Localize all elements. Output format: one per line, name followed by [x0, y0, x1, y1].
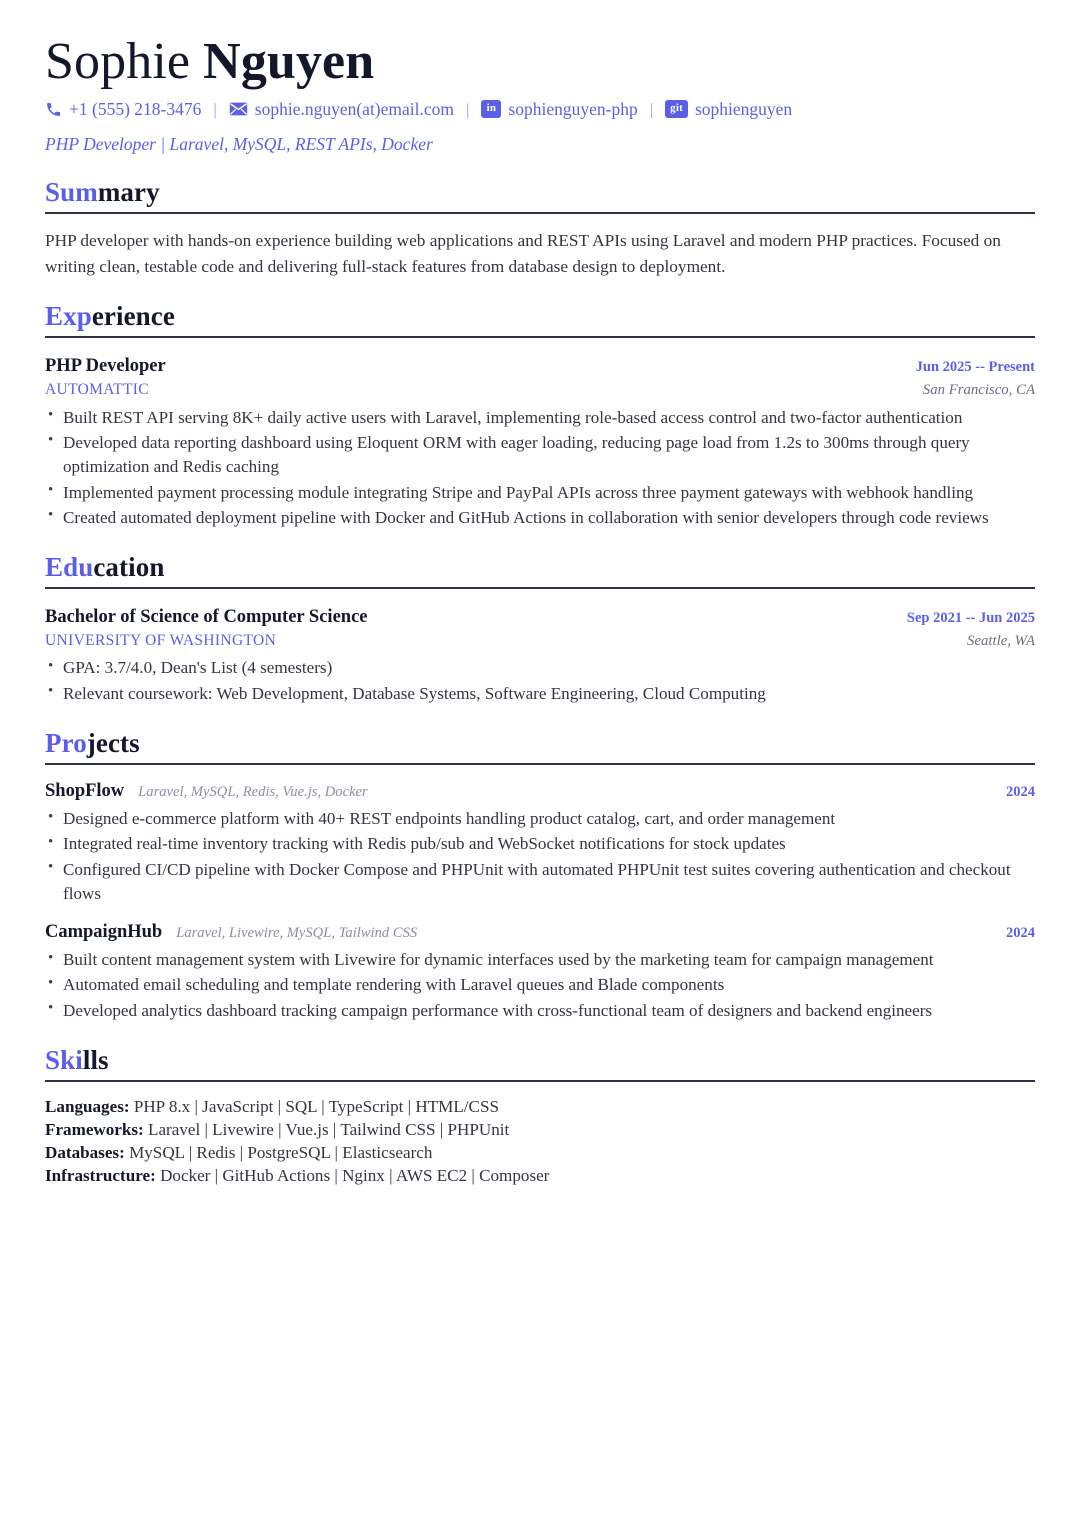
skill-category: Frameworks:: [45, 1119, 144, 1139]
resume-header: [45, 34, 1035, 155]
list-item: • Created automated deployment pipeline with Docker and GitHub Actions in collaboration with senior developers through code reviews: [45, 506, 1035, 530]
skill-category: Infrastructure:: [45, 1165, 156, 1185]
skill-category: Languages:: [45, 1096, 130, 1116]
job-location: San Francisco, CA: [922, 382, 1035, 399]
skill-category: Databases:: [45, 1142, 125, 1162]
contact-phone[interactable]: [45, 96, 201, 122]
list-item: • Designed e-commerce platform with 40+ REST endpoints handling product catalog, cart, and order management: [45, 807, 1035, 831]
section-title-rest: jects: [86, 727, 140, 758]
section-summary: [45, 177, 1035, 279]
list-item: • Relevant coursework: Web Development, Database Systems, Software Engineering, Cloud Computing: [45, 682, 1035, 706]
list-item: • GPA: 3.7/4.0, Dean's List (4 semesters): [45, 656, 1035, 680]
contact-separator: |: [466, 99, 470, 119]
education-bullets: [45, 656, 1035, 706]
section-title-projects: [45, 728, 1035, 759]
section-rule: [45, 212, 1035, 214]
list-item: • Integrated real-time inventory tracking with Redis pub/sub and WebSocket notifications for stock updates: [45, 832, 1035, 856]
section-experience: [45, 301, 1035, 530]
project-entry: [45, 781, 1035, 906]
github-icon: git: [665, 100, 688, 118]
list-item: • Developed data reporting dashboard using Eloquent ORM with eager loading, reducing page load from 1.2s to 300ms through query optimization and Redis caching: [45, 431, 1035, 480]
project-header: [45, 781, 1035, 802]
last-name: Nguyen: [203, 33, 375, 90]
linkedin-icon: in: [481, 100, 501, 118]
section-title-highlight: Sum: [45, 177, 98, 208]
first-name: Sophie: [45, 33, 191, 90]
skill-row-databases: [45, 1142, 1035, 1165]
contact-phone-text: +1 (555) 218-3476: [69, 99, 202, 120]
skill-values: Docker | GitHub Actions | Nginx | AWS EC2 | Composer: [160, 1165, 550, 1185]
skill-row-infrastructure: [45, 1165, 1035, 1188]
degree-date: Sep 2021 -- Jun 2025: [906, 610, 1035, 627]
education-entry-header: [45, 606, 1035, 629]
page-title: [45, 34, 1035, 90]
skills-list: [45, 1096, 1035, 1188]
project-bullets: [45, 807, 1035, 906]
contact-separator: |: [213, 99, 217, 119]
section-title-rest: mary: [97, 177, 160, 208]
school-name: UNIVERSITY OF WASHINGTON: [45, 632, 277, 650]
skill-row-languages: [45, 1096, 1035, 1119]
degree-title: Bachelor of Science of Computer Science: [45, 607, 368, 628]
section-title-highlight: Edu: [45, 552, 94, 583]
summary-text: PHP developer with hands-on experience building web applications and REST APIs using Laravel and modern PHP practices. Focused on writing clean, testable code and delivering full-stack features from database design to deployment.: [45, 231, 1001, 276]
job-company: AUTOMATTIC: [45, 381, 149, 399]
section-skills: [45, 1045, 1035, 1188]
list-item: • Built REST API serving 8K+ daily active users with Laravel, implementing role-based access control and two-factor authentication: [45, 406, 1035, 430]
project-entry: [45, 922, 1035, 1023]
job-title: PHP Developer: [45, 356, 166, 377]
skill-values: PHP 8.x | JavaScript | SQL | TypeScript | HTML/CSS: [133, 1096, 499, 1116]
project-stack: Laravel, Livewire, MySQL, Tailwind CSS: [176, 925, 418, 942]
contact-email[interactable]: [229, 96, 454, 122]
section-rule: [45, 763, 1035, 765]
section-rule: [45, 1080, 1035, 1082]
section-title-skills: [45, 1045, 1035, 1076]
contact-email-text: sophie.nguyen(at)email.com: [254, 99, 455, 120]
project-header-left: [45, 781, 368, 802]
experience-entry-header: [45, 355, 1035, 378]
section-title-summary: [45, 177, 1035, 208]
section-title-rest: erience: [91, 301, 175, 332]
project-header-left: [45, 922, 417, 943]
experience-entry-subheader: [45, 378, 1035, 400]
section-title-rest: lls: [82, 1044, 109, 1075]
envelope-icon: [229, 102, 248, 116]
education-entry-subheader: [45, 629, 1035, 651]
section-title-highlight: Ski: [45, 1044, 83, 1075]
experience-entry: [45, 355, 1035, 530]
list-item: • Built content management system with Livewire for dynamic interfaces used by the marketing team for campaign management: [45, 948, 1035, 972]
list-item: • Automated email scheduling and template rendering with Laravel queues and Blade components: [45, 973, 1035, 997]
contact-line: [45, 96, 1035, 122]
project-name: CampaignHub: [45, 922, 163, 943]
job-date: Jun 2025 -- Present: [915, 359, 1035, 376]
section-title-highlight: Exp: [45, 301, 92, 332]
project-stack: Laravel, MySQL, Redis, Vue.js, Docker: [138, 784, 368, 801]
section-rule: [45, 587, 1035, 589]
list-item: • Configured CI/CD pipeline with Docker Compose and PHPUnit with automated PHPUnit test suites covering authentication and checkout flows: [45, 858, 1035, 907]
section-title-rest: cation: [93, 552, 165, 583]
project-header: [45, 922, 1035, 943]
project-bullets: [45, 948, 1035, 1023]
project-year: 2024: [1006, 784, 1035, 801]
section-title-education: [45, 552, 1035, 583]
contact-github-text: sophienguyen: [694, 99, 793, 120]
skill-values: MySQL | Redis | PostgreSQL | Elasticsearch: [129, 1142, 433, 1162]
school-location: Seattle, WA: [967, 633, 1035, 650]
skill-values: Laravel | Livewire | Vue.js | Tailwind CSS | PHPUnit: [148, 1119, 510, 1139]
contact-separator: |: [649, 99, 654, 119]
phone-icon: [45, 101, 62, 118]
section-title-highlight: Pro: [45, 727, 87, 758]
contact-github[interactable]: [665, 96, 792, 122]
tagline: PHP Developer | Laravel, MySQL, REST APIs, Docker: [45, 134, 433, 155]
section-education: [45, 552, 1035, 706]
project-year: 2024: [1006, 925, 1035, 942]
education-entry: [45, 606, 1035, 706]
section-title-experience: [45, 301, 1035, 332]
skill-row-frameworks: [45, 1119, 1035, 1142]
job-bullets: [45, 406, 1035, 530]
list-item: • Developed analytics dashboard tracking campaign performance with cross-functional team of designers and backend engineers: [45, 999, 1035, 1023]
section-rule: [45, 336, 1035, 338]
contact-linkedin[interactable]: [481, 96, 637, 122]
contact-linkedin-text: sophienguyen-php: [508, 99, 638, 120]
section-projects: [45, 728, 1035, 1023]
project-name: ShopFlow: [45, 781, 125, 802]
list-item: • Implemented payment processing module integrating Stripe and PayPal APIs across three payment gateways with webhook handling: [45, 481, 1035, 505]
